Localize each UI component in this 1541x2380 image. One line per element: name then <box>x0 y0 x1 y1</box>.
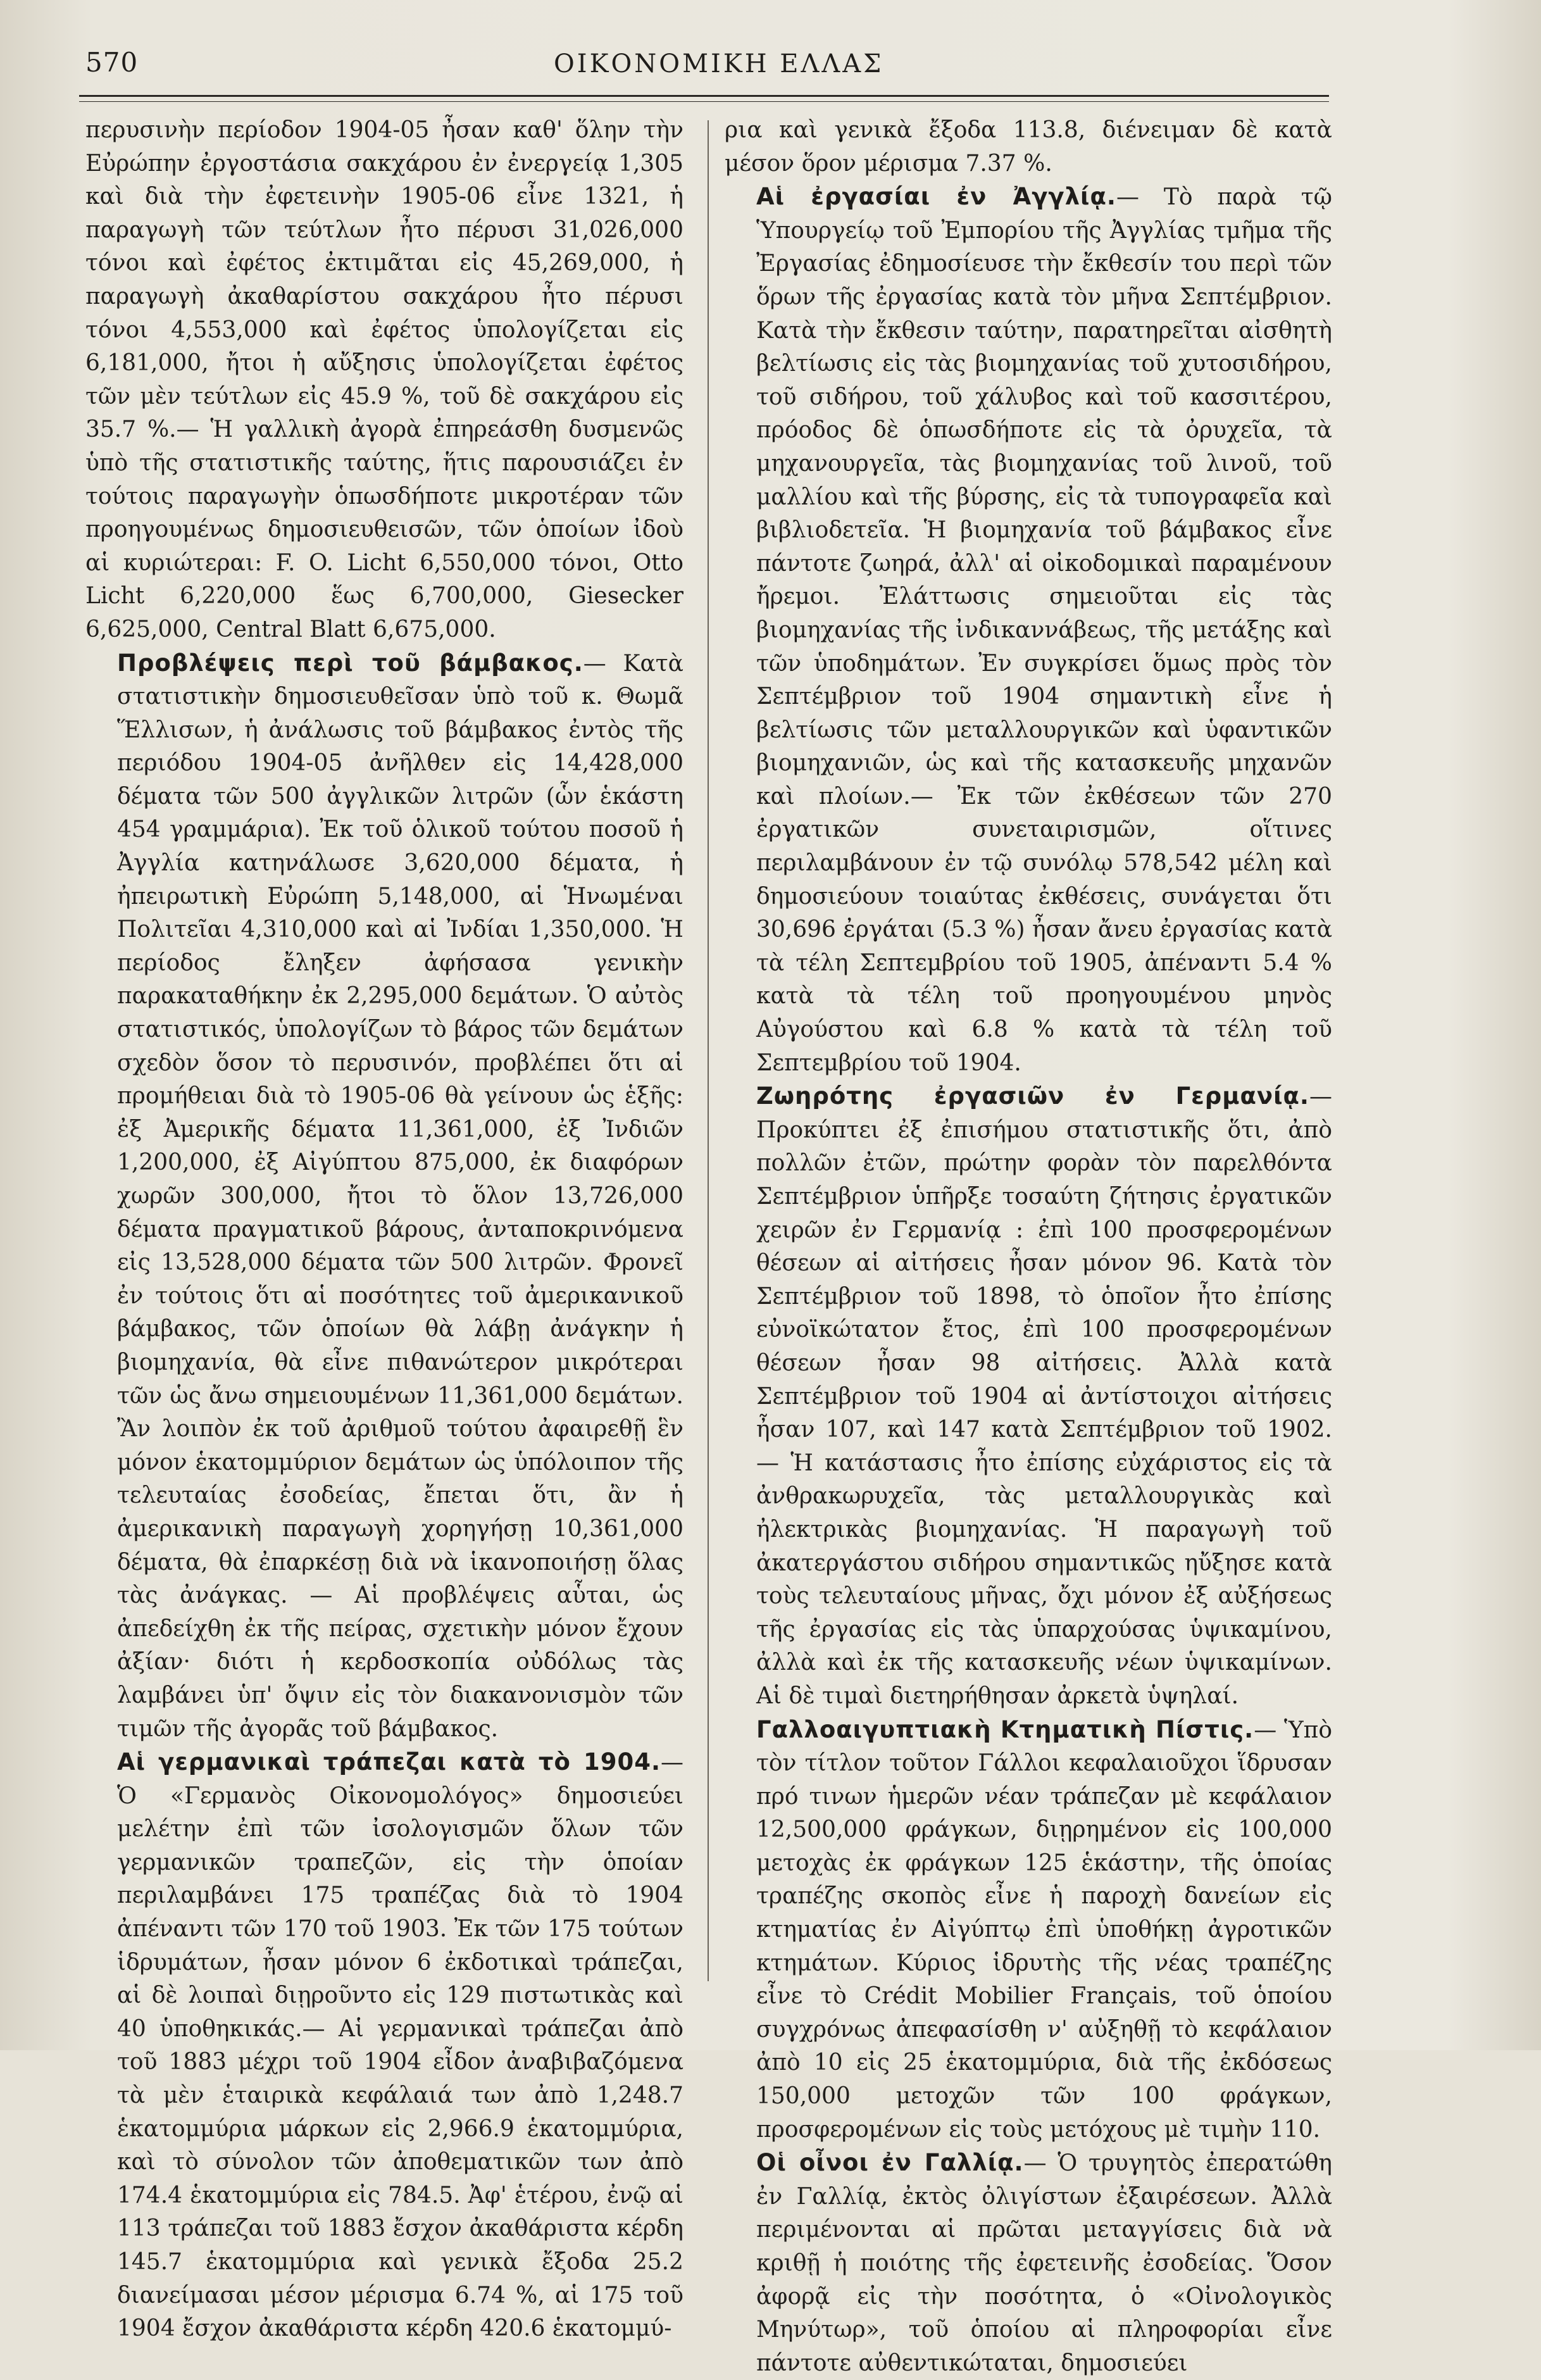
column-divider <box>708 120 709 1981</box>
article-text: ρια καὶ γενικὰ ἔξοδα 113.8, διένειμαν δὲ κατὰ μέσον ὅρον μέρισμα 7.37 %. <box>725 117 1332 177</box>
section-body: — Τὸ παρὰ τῷ Ὑπουργείῳ τοῦ Ἐμπορίου τῆς Ἀγγλίας τμῆμα τῆς Ἐργασίας ἐδημοσίευσε τὴν ἔκθεσίν του περὶ τῶν ὅρων τῆς ἐργασίας κατὰ τὸν μῆνα Σεπτέμβριον. Κατὰ τὴν ἔκθεσιν ταύτην, παρατηρεῖται αἰσθητὴ βελτίωσις εἰς τὰς βιομηχανίας τοῦ χυτοσιδήρου, τοῦ σιδήρου, τοῦ χάλυβος καὶ τοῦ κασσιτέρου, πρόοδος δὲ ὁπωσδήποτε εἰς τὰ ὀρυχεῖα, τὰ μηχανουργεῖα, τὰς βιομηχανίας τοῦ λινοῦ, τοῦ μαλλίου καὶ τῆς βύρσης, εἰς τὰ τυπογραφεῖα καὶ βιβλιοδετεῖα. Ἡ βιομηχανία τοῦ βάμβακος εἶνε πάντοτε ζωηρά, ἀλλ' αἱ οἰκοδομικαὶ παραμένουν ἤρεμοι. Ἐλάττωσις σημειοῦται εἰς τὰς βιομηχανίας τῆς ἰνδικαννάβεως, τῆς μετάξης καὶ τῶν ὑποδημάτων. Ἐν συγκρίσει ὅμως πρὸς τὸν Σεπτέμβριον τοῦ 1904 σημαντικὴ εἶνε ἡ βελτίωσις τῶν μεταλλουργικῶν καὶ ὑφαντικῶν βιομηχανιῶν, ὡς καὶ τῆς κατασκευῆς μηχανῶν καὶ πλοίων.— Ἐκ τῶν ἐκθέσεων τῶν 270 ἐργατικῶν συνεταιρισμῶν, οἵτινες περιλαμβάνουν ἐν τῷ συνόλῳ 578,542 μέλη καὶ δημοσιεύουν τοιαύτας ἐκθέσεις, συνάγεται ὅτι 30,696 ἐργάται (5.3 %) ἦσαν ἄνευ ἐργασίας κατὰ τὰ τέλη Σεπτεμβρίου τοῦ 1905, ἀπέναντι 5.4 % κατὰ τὰ τέλη τοῦ προηγουμένου μηνὸς Αὐγούστου καὶ 6.8 % κατὰ τὰ τέλη τοῦ Σεπτεμβρίου τοῦ 1904. <box>756 184 1332 1076</box>
article-section <box>85 647 683 1746</box>
article-text: περυσινὴν περίοδον 1904-05 ἦσαν καθ' ὅλην τὴν Εὐρώπην ἐργοστάσια σακχάρου ἐν ἐνεργείᾳ 1,305 καὶ διὰ τὴν ἐφετεινὴν 1905-06 εἶνε 1321, ἡ παραγωγὴ τῶν τεύτλων ἦτο πέρυσι 31,026,000 τόνοι καὶ ἐφέτος ἐκτιμᾶται εἰς 45,269,000, ἡ παραγωγὴ ἀκαθαρίστου σακχάρου ἦτο πέρυσι τόνοι 4,553,000 καὶ ἐφέτος ὑπολογίζεται εἰς 6,181,000, ἤτοι ἡ αὔξησις ὑπολογίζεται ἐφέτος τῶν μὲν τεύτλων εἰς 45.9 %, τοῦ δὲ σακχάρου εἰς 35.7 %.— Ἡ γαλλικὴ ἀγορὰ ἐπηρεάσθη δυσμενῶς ὑπὸ τῆς στατιστικῆς ταύτης, ἥτις παρουσιάζει ἐν τούτοις παραγωγὴν ὁπωσδήποτε μικροτέραν τῶν προηγουμένως δημοσιευθεισῶν, τῶν ὁποίων ἰδοὺ αἱ κυριώτεραι: F. O. Licht 6,550,000 τόνοι, Otto Licht 6,220,000 ἕως 6,700,000, Giesecker 6,625,000, Central Blatt 6,675,000. <box>85 117 683 642</box>
article-section <box>725 180 1332 1080</box>
header-rule <box>79 95 1329 97</box>
section-body: — Ὑπὸ τὸν τίτλον τοῦτον Γάλλοι κεφαλαιοῦχοι ἵδρυσαν πρό τινων ἡμερῶν νέαν τράπεζαν μὲ κεφάλαιον 12,500,000 φράγκων, διῃρημένον εἰς 100,000 μετοχὰς ἐκ φράγκων 125 ἑκάστην, τῆς ὁποίας τραπέζης σκοπὸς εἶνε ἡ παροχὴ δανείων εἰς κτηματίας ἐν Αἰγύπτῳ ἐπὶ ὑποθήκῃ ἀγροτικῶν κτημάτων. Κύριος ἱδρυτὴς τῆς νέας τραπέζης εἶνε τὸ Crédit Mobilier Français, τοῦ ὁποίου συγχρόνως ἀπεφασίσθη ν' αὐξηθῇ τὸ κεφάλαιον ἀπὸ 10 εἰς 25 ἑκατομμύρια, διὰ τῆς ἐκδόσεως 150,000 μετοχῶν τῶν 100 φράγκων, προσφερομένων εἰς τοὺς μετόχους μὲ τιμὴν 110. <box>756 1717 1332 2143</box>
section-title: Οἱ οἶνοι ἐν Γαλλίᾳ. <box>756 2149 1024 2177</box>
running-title: ΟΙΚΟΝΟΜΙΚΗ ΕΛΛΑΣ <box>554 49 884 78</box>
article-section <box>725 1713 1332 2147</box>
right-column <box>725 114 1332 2380</box>
section-body: — Ὁ «Γερμανὸς Οἰκονομολόγος» δημοσιεύει μελέτην ἐπὶ τῶν ἰσολογισμῶν ὅλων τῶν γερμανικῶν τραπεζῶν, εἰς τὴν ὁποίαν περιλαμβάνει 175 τραπέζας διὰ τὸ 1904 ἀπέναντι τῶν 170 τοῦ 1903. Ἐκ τῶν 175 τούτων ἱδρυμάτων, ἦσαν μόνον 6 ἐκδοτικαὶ τράπεζαι, αἱ δὲ λοιπαὶ διῃροῦντο εἰς 129 πιστωτικὰς καὶ 40 ὑποθηκικάς.— Αἱ γερμανικαὶ τράπεζαι ἀπὸ τοῦ 1883 μέχρι τοῦ 1904 εἶδον ἀναβιβαζόμενα τὰ μὲν ἑταιρικὰ κεφάλαιά των ἀπὸ 1,248.7 ἑκατομμύρια μάρκων εἰς 2,966.9 ἑκατομμύρια, καὶ τὸ σύνολον τῶν ἀποθεματικῶν των ἀπὸ 174.4 ἑκατομμύρια εἰς 784.5. Ἀφ' ἑτέρου, ἐνῷ αἱ 113 τράπεζαι τοῦ 1883 ἔσχον ἀκαθάριστα κέρδη 145.7 ἑκατομμύρια καὶ γενικὰ ἔξοδα 25.2 διανείμασαι μέσον μέρισμα 6.74 %, αἱ 175 τοῦ 1904 ἔσχον ἀκαθάριστα κέρδη 420.6 ἑκατομμύ- <box>117 1750 683 2342</box>
section-title: Ζωηρότης ἐργασιῶν ἐν Γερμανίᾳ. <box>756 1082 1309 1110</box>
section-body: — Κατὰ στατιστικὴν δημοσιευθεῖσαν ὑπὸ τοῦ κ. Θωμᾶ Ἕλλισων, ἡ ἀνάλωσις τοῦ βάμβακος ἐντὸς τῆς περιόδου 1904-05 ἀνῆλθεν εἰς 14,428,000 δέματα τῶν 500 ἀγγλικῶν λιτρῶν (ὧν ἑκάστη 454 γραμμάρια). Ἐκ τοῦ ὁλικοῦ τούτου ποσοῦ ἡ Ἀγγλία κατηνάλωσε 3,620,000 δέματα, ἡ ἠπειρωτικὴ Εὐρώπη 5,148,000, αἱ Ἡνωμέναι Πολιτεῖαι 4,310,000 καὶ αἱ Ἰνδίαι 1,350,000. Ἡ περίοδος ἔληξεν ἀφήσασα γενικὴν παρακαταθήκην ἐκ 2,295,000 δεμάτων. Ὁ αὐτὸς στατιστικός, ὑπολογίζων τὸ βάρος τῶν δεμάτων σχεδὸν ὅσον τὸ περυσινόν, προβλέπει ὅτι αἱ προμήθειαι διὰ τὸ 1905-06 θὰ γείνουν ὡς ἑξῆς: ἐξ Ἀμερικῆς δέματα 11,361,000, ἐξ Ἰνδιῶν 1,200,000, ἐξ Αἰγύπτου 875,000, ἐκ διαφόρων χωρῶν 300,000, ἤτοι τὸ ὅλον 13,726,000 δέματα πραγματικοῦ βάρους, ἀνταποκρινόμενα εἰς 13,528,000 δέματα τῶν 500 λιτρῶν. Φρονεῖ ἐν τούτοις ὅτι αἱ ποσότητες τοῦ ἀμερικανικοῦ βάμβακος, τῶν ὁποίων θὰ λάβῃ ἀνάγκην ἡ βιομηχανία, θὰ εἶνε πιθανώτερον μικρότεραι τῶν ὡς ἄνω σημειουμένων 11,361,000 δεμάτων. Ἂν λοιπὸν ἐκ τοῦ ἀριθμοῦ τούτου ἀφαιρεθῇ ἓν μόνον ἑκατομμύριον δεμάτων ὡς ὑπόλοιπον τῆς τελευταίας ἐσοδείας, ἔπεται ὅτι, ἂν ἡ ἀμερικανικὴ παραγωγὴ χορηγήσῃ 10,361,000 δέματα, θὰ ἐπαρκέσῃ διὰ νὰ ἱκανοποιήσῃ ὅλας τὰς ἀνάγκας. — Αἱ προβλέψεις αὗται, ὡς ἀπεδείχθη ἐκ τῆς πείρας, σχετικὴν μόνον ἔχουν ἀξίαν· διότι ἡ κερδοσκοπία οὐδόλως τὰς λαμβάνει ὑπ' ὄψιν εἰς τὸν διακανονισμὸν τῶν τιμῶν τῆς ἀγορᾶς τοῦ βάμβακος. <box>117 650 683 1742</box>
section-title: Γαλλοαιγυπτιακὴ Κτηματικὴ Πίστις. <box>756 1715 1254 1743</box>
page-header <box>79 44 1345 89</box>
left-column <box>85 114 683 2346</box>
article-section <box>85 1746 683 2346</box>
section-title: Προβλέψεις περὶ τοῦ βάμβακος. <box>117 649 583 677</box>
section-body: —Προκύπτει ἐξ ἐπισήμου στατιστικῆς ὅτι, ἀπὸ πολλῶν ἐτῶν, πρώτην φορὰν τὸν παρελθόντα Σεπτέμβριον ὑπῆρξε τοσαύτη ζήτησις ἐργατικῶν χειρῶν ἐν Γερμανίᾳ : ἐπὶ 100 προσφερομένων θέσεων αἱ αἰτήσεις ἦσαν μόνον 96. Κατὰ τὸν Σεπτέμβριον τοῦ 1898, τὸ ὁποῖον ἦτο ἐπίσης εὐνοϊκώτατον ἔτος, ἐπὶ 100 προσφερομένων θέσεων ἦσαν 98 αἰτήσεις. Ἀλλὰ κατὰ Σεπτέμβριον τοῦ 1904 αἱ ἀντίστοιχοι αἰτήσεις ἦσαν 107, καὶ 147 κατὰ Σεπτέμβριον τοῦ 1902. — Ἡ κατάστασις ἦτο ἐπίσης εὐχάριστος εἰς τὰ ἀνθρακωρυχεῖα, τὰς μεταλλουργικὰς καὶ ἠλεκτρικὰς βιομηχανίας. Ἡ παραγωγὴ τοῦ ἀκατεργάστου σιδήρου σημαντικῶς ηὔξησε κατὰ τοὺς τελευταίους μῆνας, ὄχι μόνον ἐξ αὐξήσεως τῆς ἐργασίας εἰς τὰς ὑπαρχούσας ὑψικαμίνου, ἀλλὰ καὶ ἐκ τῆς κατασκευῆς νέων ὑψικαμίνων. Αἱ δὲ τιμαὶ διετηρήθησαν ἀρκετὰ ὑψηλαί. <box>756 1084 1332 1709</box>
page-number: 570 <box>85 47 139 78</box>
section-body: — Ὁ τρυγητὸς ἐπερατώθη ἐν Γαλλίᾳ, ἐκτὸς ὀλιγίστων ἐξαιρέσεων. Ἀλλὰ περιμένονται αἱ πρῶται μεταγγίσεις διὰ νὰ κριθῇ ἡ ποιότης τῆς ἐφετεινῆς ἐσοδείας. Ὅσον ἀφορᾷ εἰς τὴν ποσότητα, ὁ «Οἰνολογικὸς Μηνύτωρ», τοῦ ὁποίου αἱ πληροφορίαι εἶνε πάντοτε αὐθεντικώταται, δημοσιεύει <box>756 2150 1332 2376</box>
header-rule-thin <box>79 101 1329 102</box>
section-title: Αἱ γερμανικαὶ τράπεζαι κατὰ τὸ 1904. <box>117 1748 661 1776</box>
section-title: Αἱ ἐργασίαι ἐν Ἀγγλίᾳ. <box>756 183 1116 211</box>
article-section <box>725 2146 1332 2380</box>
article-section <box>725 1080 1332 1713</box>
